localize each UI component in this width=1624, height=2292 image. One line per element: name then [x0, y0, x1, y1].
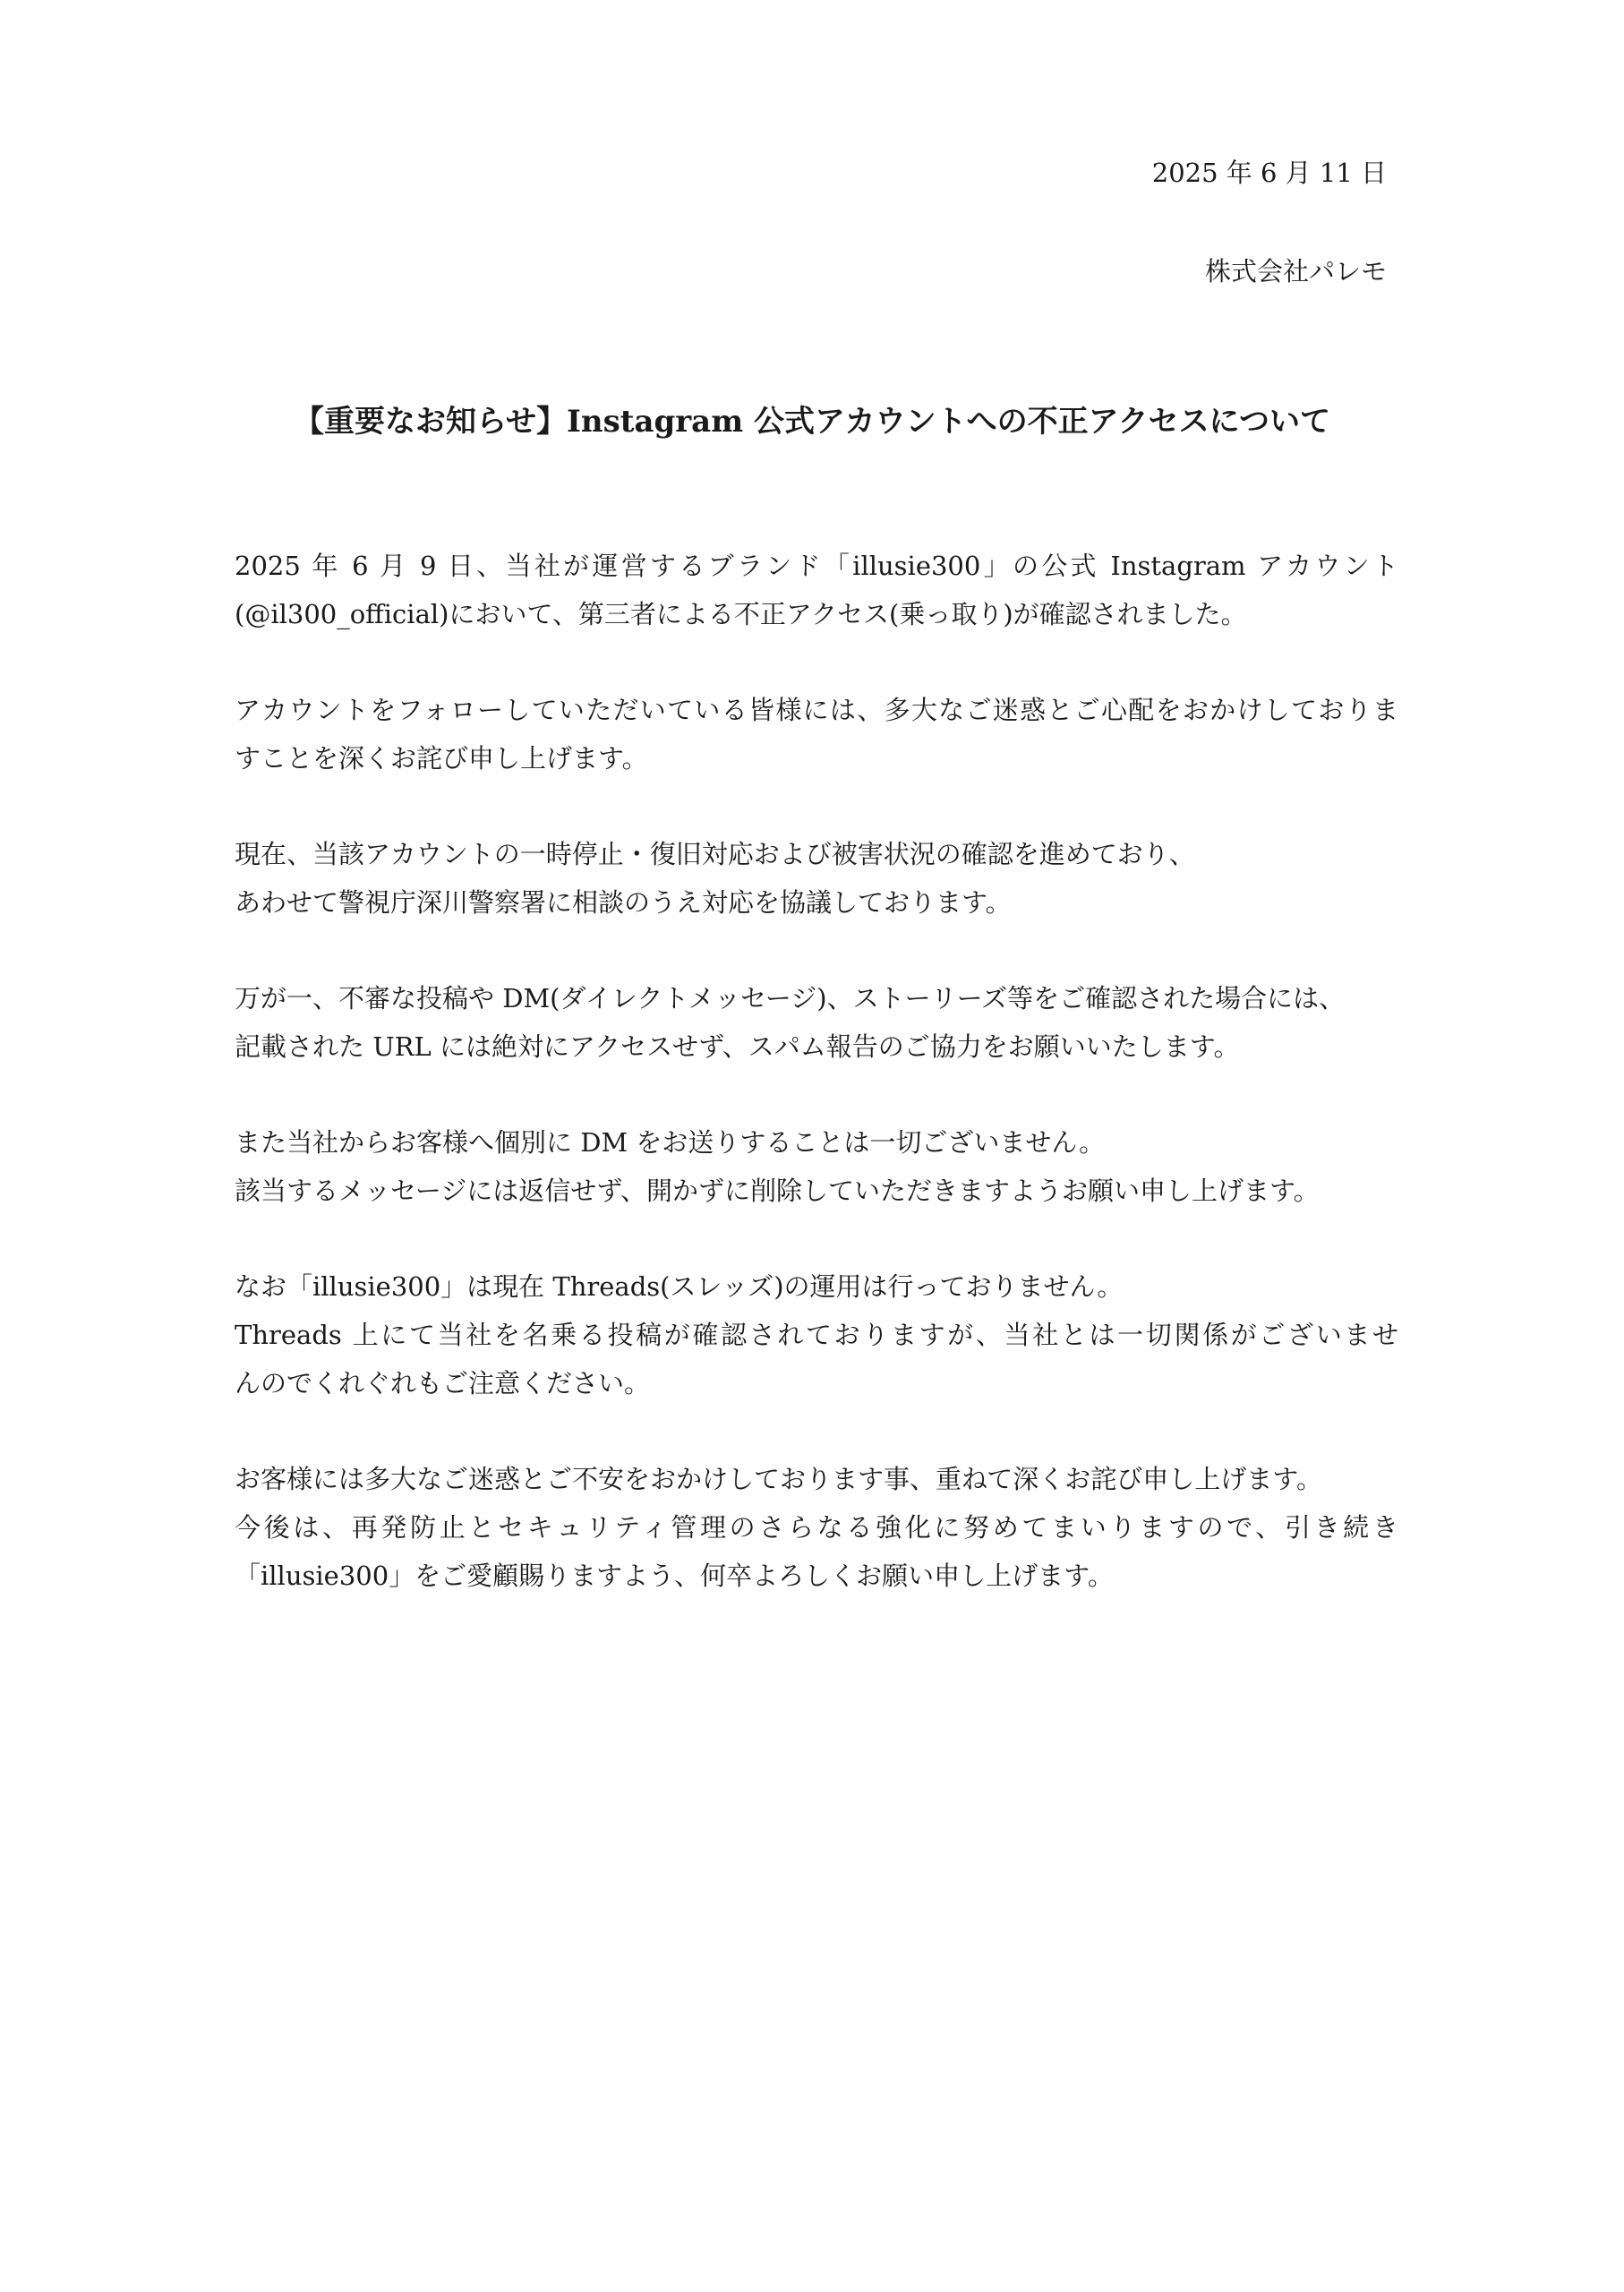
- paragraph-threads-notice: [235, 1262, 1398, 1407]
- paragraph-line: 記載された URL には絶対にアクセスせず、スパム報告のご協力をお願いいたします。: [235, 1031, 1240, 1062]
- paragraph-incident: [235, 542, 1398, 638]
- paragraph-dm-notice: [235, 1118, 1398, 1215]
- document-body: [235, 542, 1398, 1647]
- paragraph-line: なお「illusie300」は現在 Threads(スレッズ)の運用は行っておりません。: [235, 1271, 1124, 1302]
- paragraph-line: すことを深くお詫び申し上げます。: [235, 743, 648, 774]
- paragraph-closing: [235, 1455, 1398, 1600]
- document-date: 2025 年 6 月 11 日: [1151, 158, 1387, 188]
- paragraph-line: お客様には多大なご迷惑とご不安をおかけしております事、重ねて深くお詫び申し上げます。: [235, 1464, 1322, 1494]
- paragraph-warning: [235, 974, 1398, 1071]
- paragraph-line: 該当するメッセージには返信せず、開かずに削除していただきますようお願い申し上げます。: [235, 1176, 1320, 1206]
- paragraph-line: Threads 上にて当社を名乗る投稿が確認されておりますが、当社とは一切関係がございませ: [235, 1320, 1398, 1350]
- paragraph-line: また当社からお客様へ個別に DM をお送りすることは一切ございません。: [235, 1127, 1106, 1158]
- paragraph-line: 万が一、不審な投稿や DM(ダイレクトメッセージ)、ストーリーズ等をご確認された場合には、: [235, 983, 1346, 1013]
- paragraph-line: んのでくれぐれもご注意ください。: [235, 1368, 651, 1398]
- paragraph-line: (@il300_official)において、第三者による不正アクセス(乗っ取り)が確認されました。: [235, 599, 1247, 629]
- paragraph-line: 現在、当該アカウントの一時停止・復旧対応および被害状況の確認を進めており、: [235, 839, 1195, 869]
- paragraph-line: 今後は、再発防止とセキュリティ管理のさらなる強化に努めてまいりますので、引き続き: [235, 1512, 1398, 1543]
- paragraph-apology: [235, 686, 1398, 783]
- paragraph-line: アカウントをフォローしていただいている皆様には、多大なご迷惑とご心配をおかけしておりま: [235, 695, 1398, 725]
- paragraph-line: あわせて警視庁深川警察署に相談のうえ対応を協議しております。: [235, 887, 1012, 918]
- company-name: 株式会社パレモ: [1204, 256, 1387, 286]
- paragraph-response: [235, 830, 1398, 927]
- paragraph-line: 2025 年 6 月 9 日、当社が運営するブランド「illusie300」の公式 Instagram アカウント: [235, 551, 1398, 581]
- paragraph-line: 「illusie300」をご愛顧賜りますよう、何卒よろしくお願い申し上げます。: [235, 1561, 1114, 1591]
- document-title: 【重要なお知らせ】Instagram 公式アカウントへの不正アクセスについて: [294, 404, 1330, 440]
